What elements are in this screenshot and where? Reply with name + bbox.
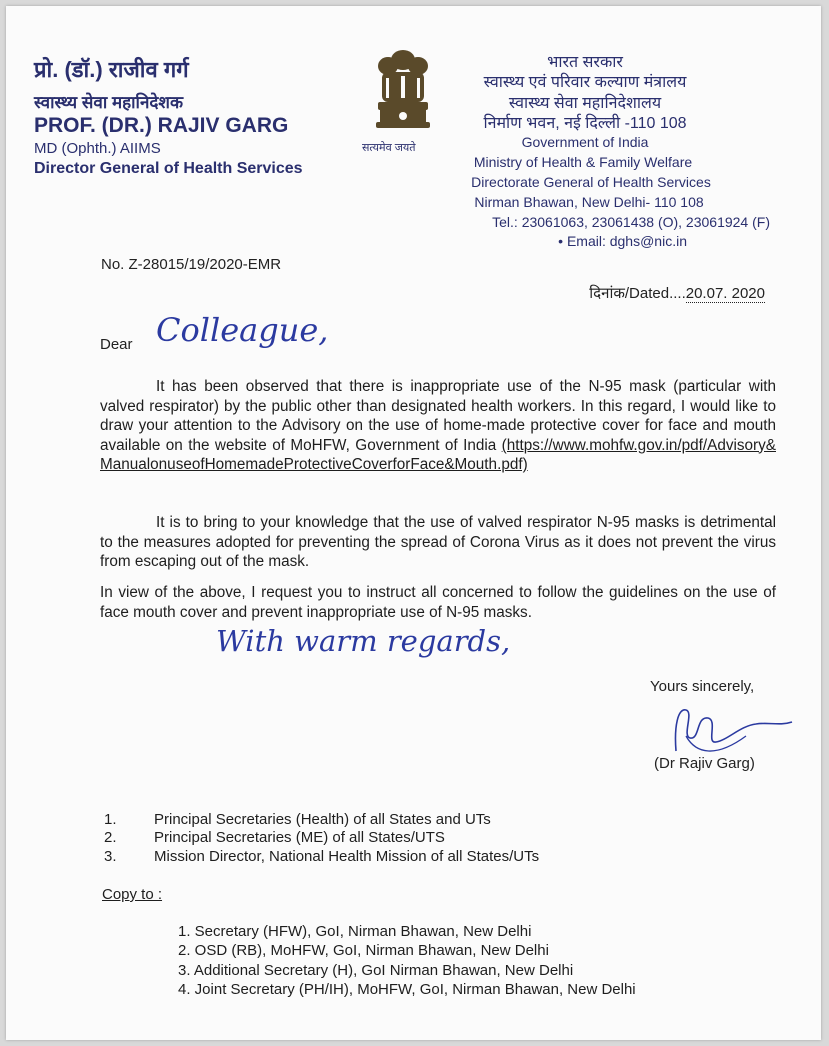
- govt-hindi: भारत सरकार: [547, 54, 623, 71]
- dated-label: दिनांक/Dated....: [589, 285, 686, 302]
- dated-value: 20.07. 2020: [685, 285, 765, 302]
- copy-to-item: 2. OSD (RB), MoHFW, GoI, Nirman Bhawan, New Delhi: [178, 942, 549, 959]
- date-line: [589, 283, 765, 303]
- regards-handwritten: With warm regards,: [216, 624, 511, 658]
- ashoka-emblem-icon: [368, 42, 438, 142]
- address-english: Nirman Bhawan, New Delhi- 110 108: [474, 194, 704, 210]
- email-text: Email: dghs@nic.in: [566, 233, 687, 249]
- emblem-motto: सत्यमेव जयते: [362, 142, 416, 154]
- advisory-link[interactable]: (https://www.mohfw.gov.in/pdf/Advisory&ManualonuseofHomemadeProtectiveCoverforFace&Mouth.pdf): [100, 436, 776, 473]
- sender-qualification: MD (Ophth.) AIIMS: [34, 140, 161, 157]
- govt-english: Government of India: [521, 134, 649, 150]
- recipient-item: 1. Principal Secretaries (Health) of all States and UTs: [104, 811, 491, 828]
- ministry-english: Ministry of Health & Family Welfare: [473, 154, 693, 170]
- address-hindi: निर्माण भवन, नई दिल्ली -110 108: [483, 115, 687, 132]
- signature-name: (Dr Rajiv Garg): [654, 755, 755, 772]
- salutation-handwritten: Colleague,: [156, 311, 329, 349]
- closing: Yours sincerely,: [650, 678, 755, 695]
- sender-name-hindi: प्रो. (डॉ.) राजीव गर्ग: [34, 57, 189, 82]
- email: • Email: dghs@nic.in: [558, 233, 687, 249]
- sender-title-hindi: स्वास्थ्य सेवा महानिदेशक: [34, 93, 184, 112]
- paragraph-3: In view of the above, I request you to instruct all concerned to follow the guidelines on the use of face mouth cover and prevent inappropriate use of N-95 masks.: [100, 584, 776, 621]
- directorate-english: Directorate General of Health Services: [471, 174, 711, 190]
- copy-to-item: 4. Joint Secretary (PH/IH), MoHFW, GoI, Nirman Bhawan, New Delhi: [178, 981, 636, 998]
- paragraph-2: It is to bring to your knowledge that the use of valved respirator N-95 masks is detrimental to the measures adopted for preventing the spread of Corona Virus as it does not prevent the virus from escaping out of the mask.: [100, 514, 776, 570]
- recipient-item: 2. Principal Secretaries (ME) of all States/UTS: [104, 829, 445, 846]
- telephone: Tel.: 23061063, 23061438 (O), 23061924 (F): [492, 214, 770, 230]
- paragraph-1-text: It has been observed that there is inappropriate use of the N-95 mask (particular with valved respirator) by the public other than designated health workers. In this regard, I would like to draw your attention to the Advisory on the use of home-made protective cover for face and mouth available on the website of MoHFW, Government of India: [100, 378, 776, 454]
- salutation: Dear: [100, 336, 133, 353]
- directorate-hindi: स्वास्थ्य सेवा महानिदेशालय: [508, 95, 662, 112]
- sender-name-english: PROF. (DR.) RAJIV GARG: [34, 114, 289, 137]
- paragraph-1: [100, 377, 776, 475]
- copy-to-label: Copy to :: [102, 886, 163, 903]
- sender-designation: Director General of Health Services: [34, 160, 303, 177]
- recipient-item: 3. Mission Director, National Health Mission of all States/UTs: [104, 848, 540, 865]
- copy-to-item: 3. Additional Secretary (H), GoI Nirman Bhawan, New Delhi: [178, 962, 574, 979]
- reference-number: No. Z-28015/19/2020-EMR: [101, 256, 282, 273]
- copy-to-item: 1. Secretary (HFW), GoI, Nirman Bhawan, New Delhi: [178, 923, 532, 940]
- ministry-hindi: स्वास्थ्य एवं परिवार कल्याण मंत्रालय: [483, 74, 687, 91]
- letter-page: [6, 6, 821, 1040]
